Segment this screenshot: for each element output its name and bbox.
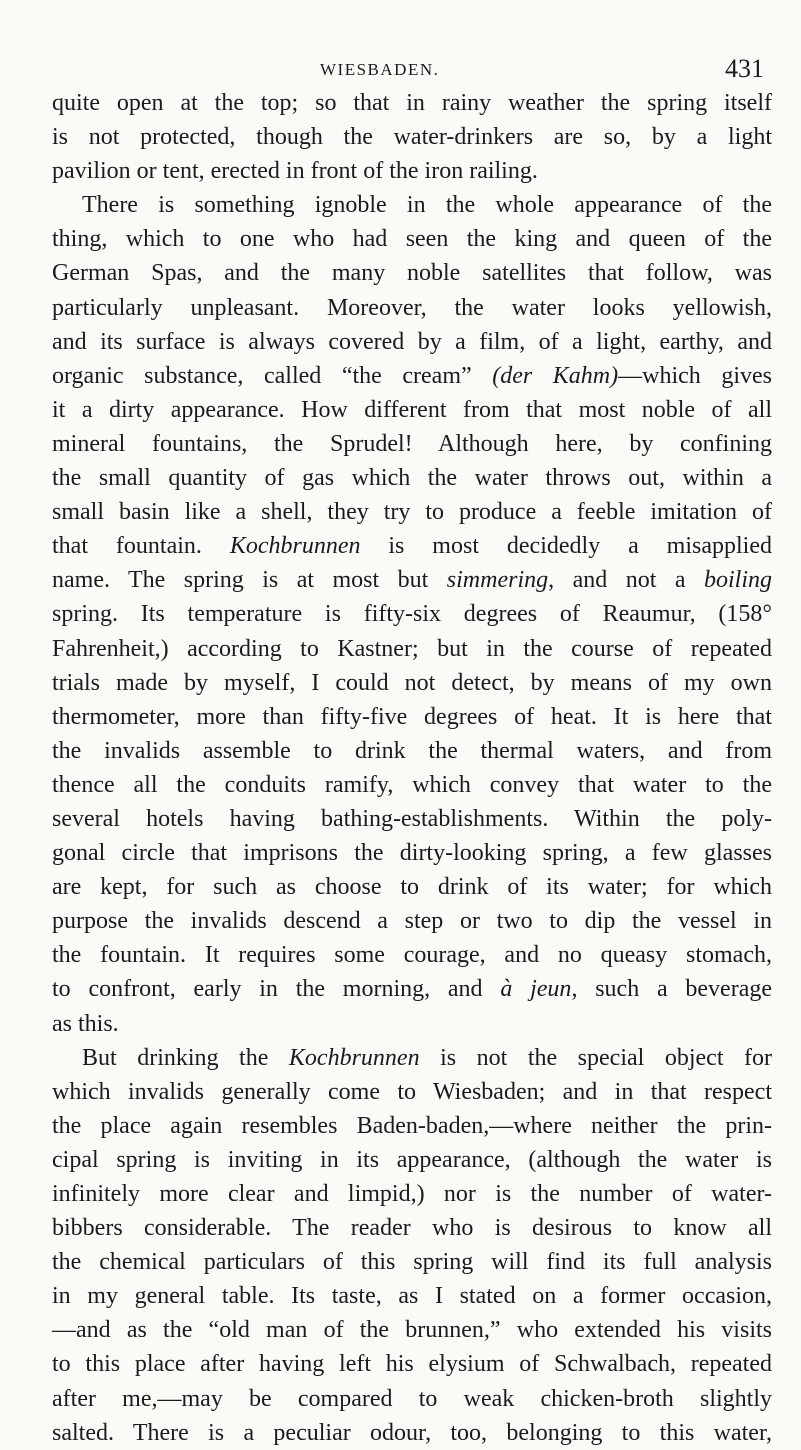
italic-text: simmering	[446, 567, 549, 594]
text-segment: to this place after having left his elysium of Schwalbach, repeated	[52, 1351, 772, 1378]
text-line	[52, 86, 772, 120]
text-segment: But drinking the	[82, 1044, 289, 1071]
text-segment: infinitely more clear and limpid,) nor is the number of water-	[52, 1181, 772, 1207]
text-segment: are kept, for such as choose to drink of its water; for which	[52, 874, 772, 901]
text-line	[52, 529, 772, 563]
text-line	[52, 393, 772, 427]
text-segment: is not protected, though the water-drinkers are so, by a light	[52, 124, 772, 151]
text-segment: purpose the invalids descend a step or two to dip the vessel in	[52, 908, 772, 935]
running-title: WIESBADEN.	[320, 60, 440, 79]
text-line	[52, 495, 772, 529]
text-segment: Fahrenheit,) according to Kastner; but in the course of repeated	[52, 635, 772, 662]
text-line	[52, 188, 772, 222]
text-line	[52, 222, 772, 256]
text-segment: to confront, early in the morning, and	[52, 976, 501, 1003]
text-segment: as this.	[52, 1010, 119, 1037]
text-segment: the chemical particulars of this spring will find its full analysis	[52, 1249, 772, 1276]
text-line	[52, 1382, 772, 1416]
page-number: 431	[725, 54, 764, 83]
text-segment: bibbers considerable. The reader who is desirous to know all	[52, 1215, 772, 1242]
text-segment: the invalids assemble to drink the thermal waters, and from	[52, 737, 772, 764]
text-line	[52, 1347, 772, 1381]
text-segment: —and as the “old man of the brunnen,” who extended his visits	[52, 1317, 772, 1344]
text-segment: , such a beverage	[571, 976, 773, 1003]
text-segment: organic substance, called “the cream”	[52, 362, 493, 389]
text-segment: name. The spring is at most but	[52, 567, 447, 594]
text-line	[52, 768, 772, 802]
text-line	[52, 870, 772, 904]
text-line	[52, 1279, 772, 1313]
text-segment: mineral fountains, the Sprudel! Although here, by confining	[52, 430, 772, 457]
text-line	[52, 1177, 772, 1211]
text-segment: spring. Its temperature is fifty-six degrees of Reaumur, (158°	[52, 601, 772, 628]
text-line	[52, 120, 772, 154]
italic-text: Kochbrunnen	[229, 533, 361, 560]
text-segment: There is something ignoble in the whole appearance of the	[82, 192, 772, 219]
text-line	[52, 802, 772, 836]
running-head	[0, 40, 801, 83]
text-segment: small basin like a shell, they try to produce a feeble imitation of	[52, 499, 772, 526]
text-segment: after me,—may be compared to weak chicken-broth slightly	[52, 1385, 772, 1412]
text-line	[52, 632, 772, 666]
text-line	[52, 1109, 772, 1143]
italic-text: (der Kahm)	[492, 362, 619, 389]
text-line	[52, 427, 772, 461]
text-line	[52, 700, 772, 734]
text-line	[52, 734, 772, 768]
text-segment: in my general table. Its taste, as I stated on a former occasion,	[52, 1283, 772, 1310]
text-segment: —which gives	[618, 362, 772, 389]
italic-text: boiling	[703, 567, 772, 594]
text-line	[52, 938, 772, 972]
text-segment: the fountain. It requires some courage, and no queasy stomach,	[52, 942, 772, 969]
text-line	[52, 972, 772, 1006]
text-segment: salted. There is a peculiar odour, too, belonging to this water,	[52, 1419, 772, 1446]
text-segment: thence all the conduits ramify, which convey that water to the	[52, 771, 772, 798]
text-line	[52, 1041, 772, 1075]
text-line	[52, 563, 772, 597]
text-line	[52, 904, 772, 938]
text-line	[52, 154, 772, 188]
text-line	[52, 325, 772, 359]
text-segment: gonal circle that imprisons the dirty-looking spring, a few glasses	[52, 840, 772, 867]
text-line	[52, 836, 772, 870]
text-segment: trials made by myself, I could not detect, by means of my own	[52, 669, 772, 696]
text-segment: it a dirty appearance. How different from that most noble of all	[52, 396, 772, 423]
text-segment: cipal spring is inviting in its appearance, (although the water is	[52, 1146, 772, 1173]
text-line	[52, 1007, 772, 1041]
text-segment: is most decidedly a misapplied	[360, 533, 773, 560]
text-segment: which invalids generally come to Wiesbaden; and in that respect	[52, 1078, 772, 1105]
text-segment: thing, which to one who had seen the king and queen of the	[52, 226, 772, 253]
text-line	[52, 666, 772, 700]
text-line	[52, 256, 772, 290]
text-segment: particularly unpleasant. Moreover, the water looks yellowish,	[52, 294, 772, 321]
text-line	[52, 359, 772, 393]
text-line	[52, 1143, 772, 1177]
text-segment: thermometer, more than fifty-five degrees of heat. It is here that	[52, 703, 772, 730]
text-segment: is not the special object for	[419, 1044, 772, 1071]
text-segment: that fountain.	[52, 533, 230, 560]
text-line	[52, 1313, 772, 1347]
text-segment: several hotels having bathing-establishments. Within the poly-	[52, 805, 772, 832]
text-segment: pavilion or tent, erected in front of the iron railing.	[52, 158, 538, 185]
italic-text: à jeun	[500, 976, 572, 1003]
body-text	[52, 86, 772, 1450]
text-segment: , and not a	[548, 567, 704, 594]
text-segment: German Spas, and the many noble satellites that follow, was	[52, 260, 772, 287]
text-line	[52, 1075, 772, 1109]
text-line	[52, 291, 772, 325]
text-line	[52, 461, 772, 495]
text-line	[52, 1416, 772, 1450]
italic-text: Kochbrunnen	[288, 1044, 420, 1071]
text-segment: the place again resembles Baden-baden,—where neither the prin-	[52, 1112, 772, 1139]
text-segment: the small quantity of gas which the water throws out, within a	[52, 465, 772, 492]
text-line	[52, 1245, 772, 1279]
text-line	[52, 597, 772, 631]
text-line	[52, 1211, 772, 1245]
text-segment: and its surface is always covered by a film, of a light, earthy, and	[52, 328, 772, 355]
text-segment: quite open at the top; so that in rainy weather the spring itself	[52, 90, 772, 116]
